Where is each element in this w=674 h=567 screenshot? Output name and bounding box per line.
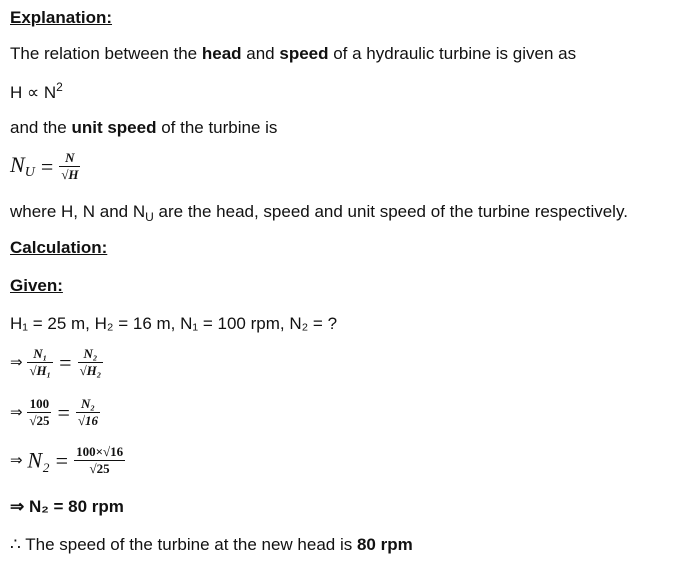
conclusion-line — [10, 535, 413, 555]
step-solve — [10, 444, 125, 477]
calculation-heading: Calculation: — [10, 238, 108, 257]
equals-sign: = — [55, 447, 69, 473]
relation-sentence — [10, 44, 576, 64]
fraction-n2-h2: $\frac{\text{N₂}}{\text{√H₂}}$ — [79, 346, 102, 378]
speed-term: speed — [279, 44, 329, 63]
unit-suffix: of the turbine is — [156, 118, 278, 137]
proportionality-formula — [10, 80, 63, 103]
implies-arrow: ⇒ — [10, 450, 23, 469]
unit-speed-term: unit speed — [71, 118, 157, 137]
given-heading: Given: — [10, 276, 63, 295]
explanation-heading: Explanation: — [10, 8, 113, 27]
proportionality-text: H ∝ N — [10, 83, 57, 102]
given-values: H₁ = 25 m, H₂ = 16 m, N₁ = 100 rpm, N₂ = ? — [10, 314, 338, 333]
unit-speed-sentence — [10, 118, 277, 138]
equals-sign: = — [59, 349, 72, 375]
conclusion-text: ∴ The speed of the turbine at the new head is — [10, 535, 357, 554]
result-line: ⇒ N₂ = 80 rpm — [10, 497, 124, 516]
formula-fraction: $\frac{N}{√H}$ — [61, 150, 79, 182]
where-suffix: are the head, speed and unit speed of the turbine respectively. — [153, 202, 628, 221]
n2-variable: N₂ — [27, 447, 50, 473]
formula-lhs: $N_U$ — [10, 152, 35, 180]
fraction-n2-16: $\frac{\text{N₂}}{√16}$ — [77, 396, 99, 428]
relation-suffix: of a hydraulic turbine is given as — [328, 44, 577, 63]
step-ratio — [10, 346, 103, 379]
conclusion-answer: 80 rpm — [356, 535, 413, 554]
relation-prefix: The relation between the — [10, 44, 202, 63]
implies-arrow: ⇒ — [10, 402, 23, 421]
where-sentence — [10, 202, 628, 224]
fraction-100-25: $\frac{100}{√25}$ — [29, 396, 50, 428]
implies-arrow: ⇒ — [10, 352, 23, 371]
fraction-solution: $\frac{100\times√16}{√25}$ — [76, 444, 124, 476]
where-prefix: where H, N and N — [10, 202, 146, 221]
where-subscript: U — [145, 210, 154, 224]
fraction-n1-h1: $\frac{\text{N₁}}{\text{√H₁}}$ — [29, 346, 52, 378]
and-text: and — [241, 44, 280, 63]
unit-speed-formula — [10, 150, 80, 183]
equals-sign: = — [57, 399, 70, 425]
head-term: head — [201, 44, 242, 63]
unit-prefix: and the — [10, 118, 72, 137]
proportionality-exponent: 2 — [56, 80, 63, 94]
formula-equals: = — [40, 153, 54, 179]
step-substitution — [10, 396, 100, 429]
